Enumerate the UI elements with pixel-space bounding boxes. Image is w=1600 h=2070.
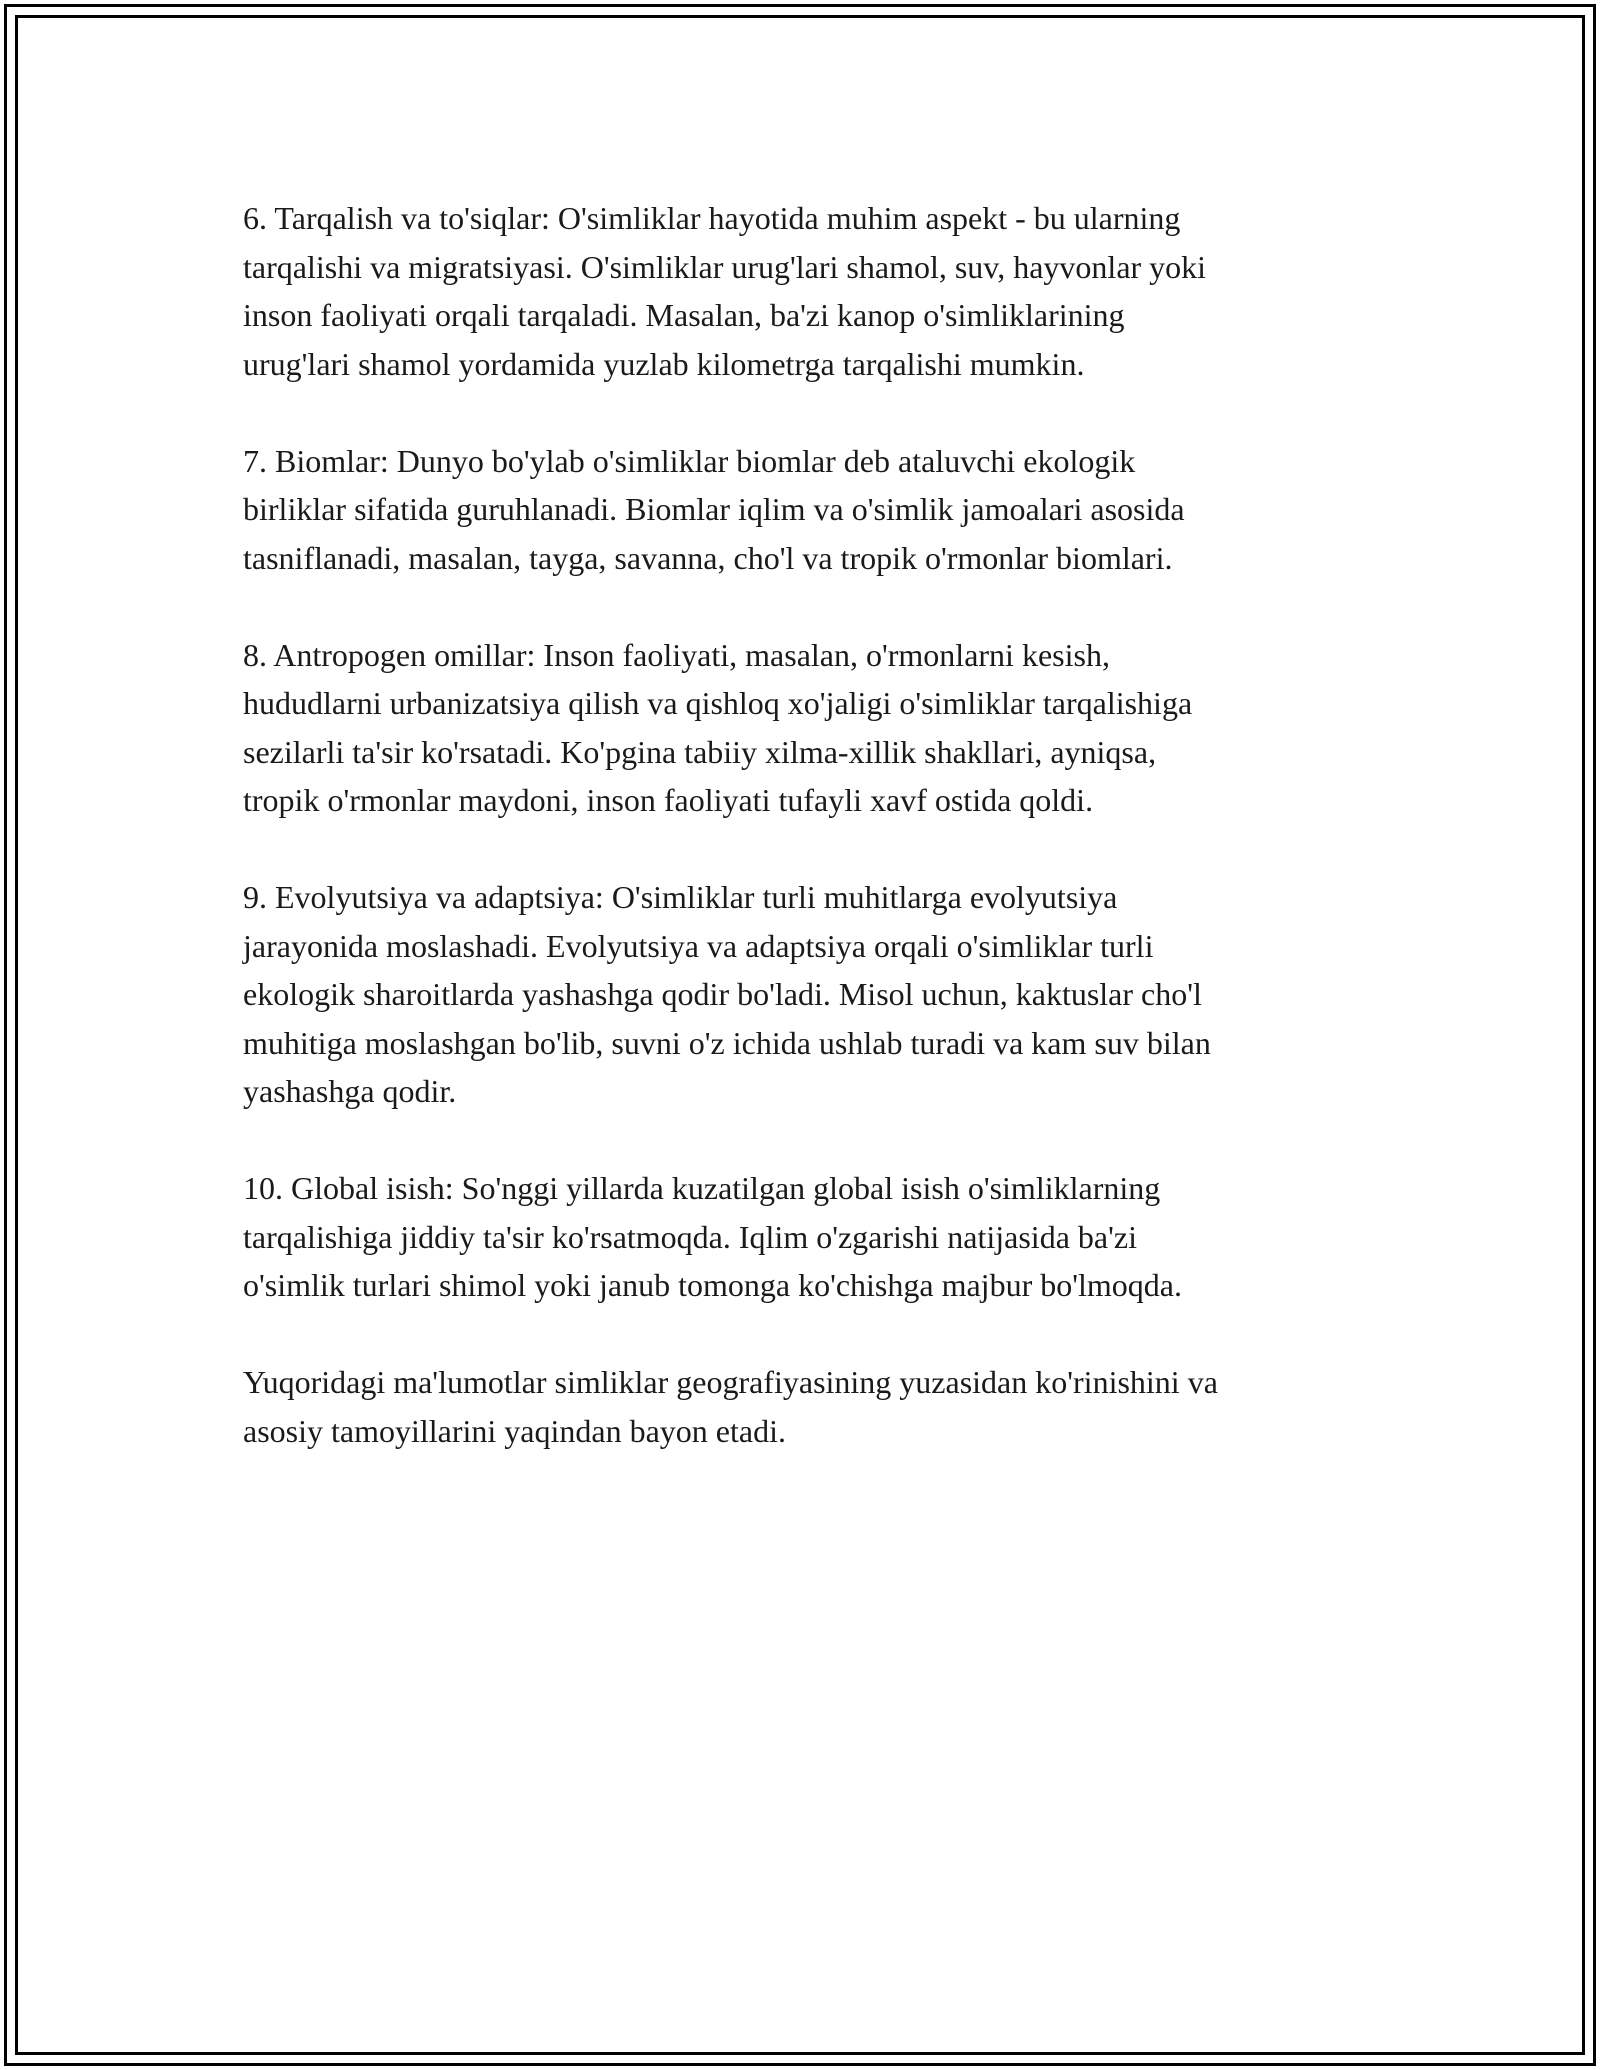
paragraph-global-isish: 10. Global isish: So'nggi yillarda kuzatilgan global isish o'simliklarning tarqalishiga jiddiy ta'sir ko'rsatmoqda. Iqlim o'zgarishi natijasida ba'zi o'simlik turlari shimol yoki janub tomonga ko'chishga majbur bo'lmoqda. xyxy=(243,1170,1182,1303)
document-body xyxy=(243,194,1383,1504)
paragraph-biomlar: 7. Biomlar: Dunyo bo'ylab o'simliklar biomlar deb ataluvchi ekologik birliklar sifatida guruhlanadi. Biomlar iqlim va o'simlik jamoalari asosida tasniflanadi, masalan, tayga, savanna, cho'l va tropik o'rmonlar biomlari. xyxy=(243,442,1185,576)
paragraph-evolyutsiya: 9. Evolyutsiya va adaptsiya: O'simliklar turli muhitlarga evolyutsiya jarayonida moslashadi. Evolyutsiya va adaptsiya orqali o'simliklar turli ekologik sharoitlarda yashashga qodir bo'ladi. Misol uchun, kaktuslar cho'l muhitiga moslashgan bo'lib, suvni o'z ichida ushlab turadi va kam suv bilan yashashga qodir. xyxy=(243,879,1211,1109)
paragraph-antropogen-omillar: 8. Antropogen omillar: Inson faoliyati, masalan, o'rmonlarni kesish, hududlarni urbanizatsiya qilish va qishloq xo'jaligi o'simliklar tarqalishiga sezilarli ta'sir ko'rsatadi. Ko'pgina tabiiy xilma-xillik shakllari, ayniqsa, tropik o'rmonlar maydoni, inson faoliyati tufayli xavf ostida qoldi. xyxy=(243,636,1193,818)
page-frame xyxy=(4,4,1596,2066)
paragraph-tarqalish: 6. Tarqalish va to'siqlar: O'simliklar hayotida muhim aspekt - bu ularning tarqalishi va migratsiyasi. O'simliklar urug'lari shamol, suv, hayvonlar yoki inson faoliyati orqali tarqaladi. Masalan, ba'zi kanop o'simliklarining urug'lari shamol yordamida yuzlab kilometrga tarqalishi mumkin. xyxy=(243,200,1207,382)
paragraph-conclusion: Yuqoridagi ma'lumotlar simliklar geografiyasining yuzasidan ko'rinishini va asosiy tamoyillarini yaqindan bayon etadi. xyxy=(243,1364,1218,1449)
